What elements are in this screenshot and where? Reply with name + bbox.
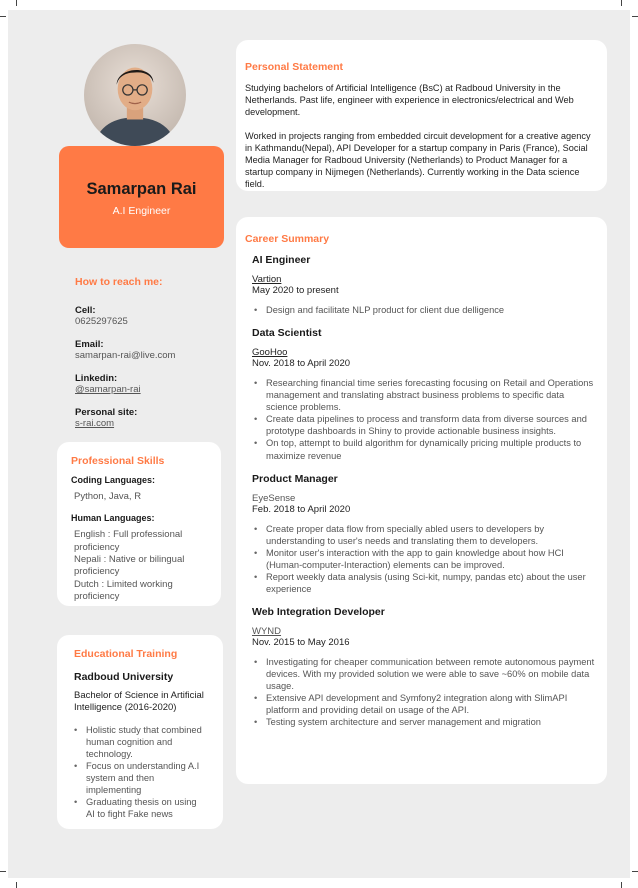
cell-label: Cell: bbox=[75, 305, 96, 316]
crop-mark bbox=[16, 882, 17, 888]
list-item: • Create proper data flow from specially abled users to developers by understanding to user's needs and translating them to developers. bbox=[254, 523, 597, 547]
name-card bbox=[59, 146, 224, 248]
person-role: A.I Engineer bbox=[112, 205, 171, 217]
career-summary-card bbox=[236, 217, 607, 784]
list-item: • Report weekly data analysis (using Sci-kit, numpy, pandas etc) about the user experience bbox=[254, 571, 597, 595]
job-bullets bbox=[245, 304, 597, 316]
job-dates: Nov. 2018 to April 2020 bbox=[252, 358, 351, 370]
job-entry bbox=[245, 254, 597, 316]
email-value[interactable]: samarpan-rai@live.com bbox=[75, 350, 176, 361]
list-item: • Extensive API development and Symfony2 integration along with SlimAPI platform and providing detail on usage of the API. bbox=[254, 692, 597, 716]
list-item: • Focus on understanding A.I system and then implementing bbox=[74, 760, 206, 796]
degree-text: Bachelor of Science in Artificial Intelligence (2016-2020) bbox=[74, 690, 204, 714]
job-title: Product Manager bbox=[252, 472, 338, 485]
list-item: • Researching financial time series forecasting focusing on Retail and Operations management and translating abstract business problems to specific data science problems. bbox=[254, 377, 597, 413]
personal-site-link[interactable]: s-rai.com bbox=[75, 418, 115, 429]
skills-card bbox=[57, 442, 221, 606]
list-item: • Holistic study that combined human cognition and technology. bbox=[74, 724, 206, 760]
company-name: EyeSense bbox=[252, 492, 296, 504]
list-item: • On top, attempt to build algorithm for dynamically pricing multiple products to maximize revenue bbox=[254, 437, 597, 461]
statement-paragraph: Studying bachelors of Artificial Intelligence (BsC) at Radboud University in the Netherlands. Past life, engineer with experience in electronics/electrical and Web development. bbox=[245, 83, 574, 117]
statement-title: Personal Statement bbox=[245, 61, 344, 73]
human-language-item: Nepali : Native or bilingual proficiency bbox=[74, 554, 185, 578]
job-entry bbox=[245, 473, 597, 595]
skills-title: Professional Skills bbox=[71, 455, 165, 467]
list-item: • Investigating for cheaper communication between remote autonomous payment devices. With my provided solution we were able to save ~60% on mobile data usage. bbox=[254, 656, 597, 692]
job-entry bbox=[245, 327, 597, 462]
contact-title: How to reach me: bbox=[75, 276, 163, 288]
education-bullets bbox=[74, 724, 206, 821]
job-dates: Feb. 2018 to April 2020 bbox=[252, 503, 351, 515]
list-item: • Graduating thesis on using AI to fight Fake news bbox=[74, 796, 206, 820]
job-title: Web Integration Developer bbox=[252, 606, 385, 619]
coding-languages-label: Coding Languages: bbox=[71, 475, 155, 485]
crop-mark bbox=[0, 871, 6, 872]
crop-mark bbox=[0, 16, 6, 17]
human-languages-label: Human Languages: bbox=[71, 513, 155, 524]
company-name: Vartion bbox=[252, 274, 282, 285]
list-item: • Testing system architecture and server management and migration bbox=[254, 716, 597, 728]
job-dates: May 2020 to present bbox=[252, 285, 339, 296]
crop-mark bbox=[621, 882, 622, 888]
linkedin-link[interactable]: @samarpan-rai bbox=[75, 384, 141, 395]
linkedin-label: Linkedin: bbox=[75, 373, 118, 384]
crop-mark bbox=[621, 0, 622, 6]
university-name: Radboud University bbox=[74, 671, 174, 683]
coding-languages-value: Python, Java, R bbox=[74, 491, 142, 502]
job-title: Data Scientist bbox=[252, 327, 322, 340]
crop-mark bbox=[16, 0, 17, 6]
education-card bbox=[57, 635, 223, 829]
list-item: • Create data pipelines to process and transform data from diverse sources and prototype dashboards in Shiny to provide actionable business insights. bbox=[254, 413, 597, 437]
list-item: • Design and facilitate NLP product for client due delligence bbox=[254, 304, 597, 316]
human-language-item: English : Full professional proficiency bbox=[74, 529, 183, 553]
job-bullets bbox=[245, 377, 597, 462]
cell-value: 0625297625 bbox=[75, 316, 128, 327]
job-bullets bbox=[245, 656, 597, 728]
personal-statement-card bbox=[236, 40, 607, 191]
crop-mark bbox=[632, 16, 638, 17]
personal-site-label: Personal site: bbox=[75, 407, 138, 418]
education-title: Educational Training bbox=[74, 648, 178, 660]
person-name: Samarpan Rai bbox=[86, 180, 197, 198]
company-name: GooHoo bbox=[252, 347, 288, 359]
job-bullets bbox=[245, 523, 597, 595]
list-item: • Monitor user's interaction with the app to gain knowledge about how HCI (Human-computer-Interaction) elements can be improved. bbox=[254, 547, 597, 571]
human-language-item: Dutch : Limited working proficiency bbox=[74, 578, 173, 603]
company-name: WYND bbox=[252, 626, 282, 638]
job-title: AI Engineer bbox=[252, 254, 311, 266]
job-dates: Nov. 2015 to May 2016 bbox=[252, 637, 350, 649]
statement-paragraph: Worked in projects ranging from embedded circuit development for a creative agency in Kathmandu(Nepal), API Developer for a startup company in Paris (France), Social Media Manager for Radboud University (Netherlands) to Product Manager for a startup company in Nijmegen (Netherlands). Currently working in the Data science field. bbox=[245, 130, 591, 189]
career-title: Career Summary bbox=[245, 233, 330, 245]
profile-photo bbox=[84, 44, 186, 146]
job-entry bbox=[245, 606, 597, 728]
contact-section bbox=[75, 276, 225, 441]
crop-mark bbox=[632, 871, 638, 872]
email-label: Email: bbox=[75, 339, 104, 350]
